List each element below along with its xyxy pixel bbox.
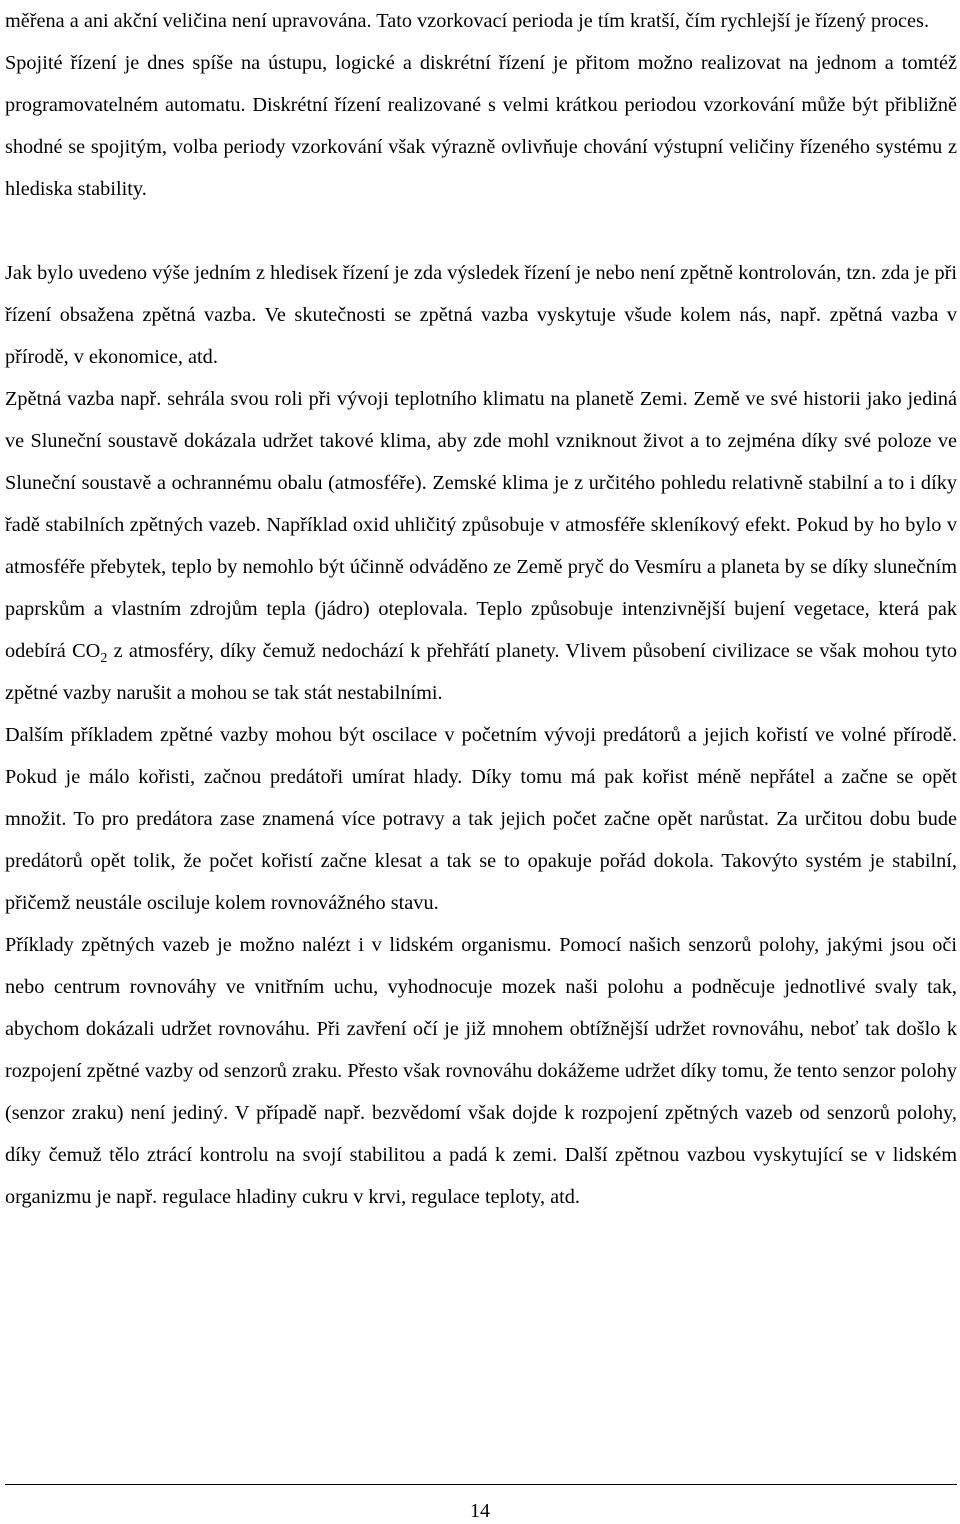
climate-text-after: z atmosféry, díky čemuž nedochází k přehřátí planety. Vlivem působení civilizace se však mohou tyto zpětné vazby narušit a mohou se tak stát nestabilními. <box>5 640 958 704</box>
document-page <box>5 0 957 1218</box>
paragraph-feedback-intro: Jak bylo uvedeno výše jedním z hledisek řízení je zda výsledek řízení je nebo není zpětně kontrolován, tzn. zda je při řízení obsažena zpětná vazba. Ve skutečnosti se zpětná vazba vyskytuje všude kolem nás, např. zpětná vazba v přírodě, v ekonomice, atd. <box>5 262 957 368</box>
co2-subscript: 2 <box>100 651 108 667</box>
footer-divider <box>5 1484 957 1485</box>
paragraph-human-organism: Příklady zpětných vazeb je možno nalézt i v lidském organismu. Pomocí našich senzorů polohy, jakými jsou oči nebo centrum rovnováhy ve vnitřním uchu, vyhodnocuje mozek naši polohu a podněcuje jednotlivé svaly tak, abychom dokázali udržet rovnováhu. Při zavření očí je již mnohem obtížnější udržet rovnováhu, neboť tak došlo k rozpojení zpětné vazby od senzorů zraku. Přesto však rovnováhu dokážeme udržet díky tomu, že tento senzor polohy (senzor zraku) není jediný. V případě např. bezvědomí však dojde k rozpojení zpětných vazeb od senzorů polohy, díky čemuž tělo ztrácí kontrolu na svojí stabilitou a padá k zemi. Další zpětnou vazbou vyskytující se v lidském organizmu je např. regulace hladiny cukru v krvi, regulace teploty, atd. <box>5 934 957 1208</box>
paragraph-predator-prey: Dalším příkladem zpětné vazby mohou být oscilace v početním vývoji predátorů a jejich kořistí ve volné přírodě. Pokud je málo kořisti, začnou predátoři umírat hlady. Díky tomu má pak kořist méně nepřátel a začne se opět množit. To pro predátora zase znamená více potravy a tak jejich počet začne opět narůstat. Za určitou dobu bude predátorů opět tolik, že počet kořistí začne klesat a tak se to opakuje pořád dokola. Takovýto systém je stabilní, přičemž neustále osciluje kolem rovnovážného stavu. <box>5 724 957 914</box>
climate-text-before: Zpětná vazba např. sehrála svou roli při vývoji teplotního klimatu na planetě Zemi. Země ve své historii jako jediná ve Sluneční soustavě dokázala udržet takové klima, aby zde mohl vzniknout život a to zejména díky své poloze ve Sluneční soustavě a ochrannému obalu (atmosféře). Zemské klima je z určitého pohledu relativně stabilní a to i díky řadě stabilních zpětných vazeb. Například oxid uhličitý způsobuje v atmosféře skleníkový efekt. Pokud by ho bylo v atmosféře přebytek, teplo by nemohlo být účinně odváděno ze Země pryč do Vesmíru a planeta by se díky slunečním paprskům a vlastním zdrojům tepla (jádro) oteplovala. Teplo způsobuje intenzivnější bujení vegetace, která pak odebírá CO <box>5 388 957 662</box>
paragraph-sampling-period: měřena a ani akční veličina není upravována. Tato vzorkovací perioda je tím kratší, čím rychlejší je řízený proces. <box>5 10 930 32</box>
paragraph-gap <box>5 210 957 252</box>
paragraph-discrete-control: Spojité řízení je dnes spíše na ústupu, logické a diskrétní řízení je přitom možno realizovat na jednom a tomtéž programovatelném automatu. Diskrétní řízení realizované s velmi krátkou periodou vzorkování může být přibližně shodné se spojitým, volba periody vzorkování však výrazně ovlivňuje chování výstupní veličiny řízeného systému z hlediska stability. <box>5 52 957 200</box>
paragraph-climate-feedback <box>5 378 957 714</box>
page-number: 14 <box>470 1500 490 1522</box>
